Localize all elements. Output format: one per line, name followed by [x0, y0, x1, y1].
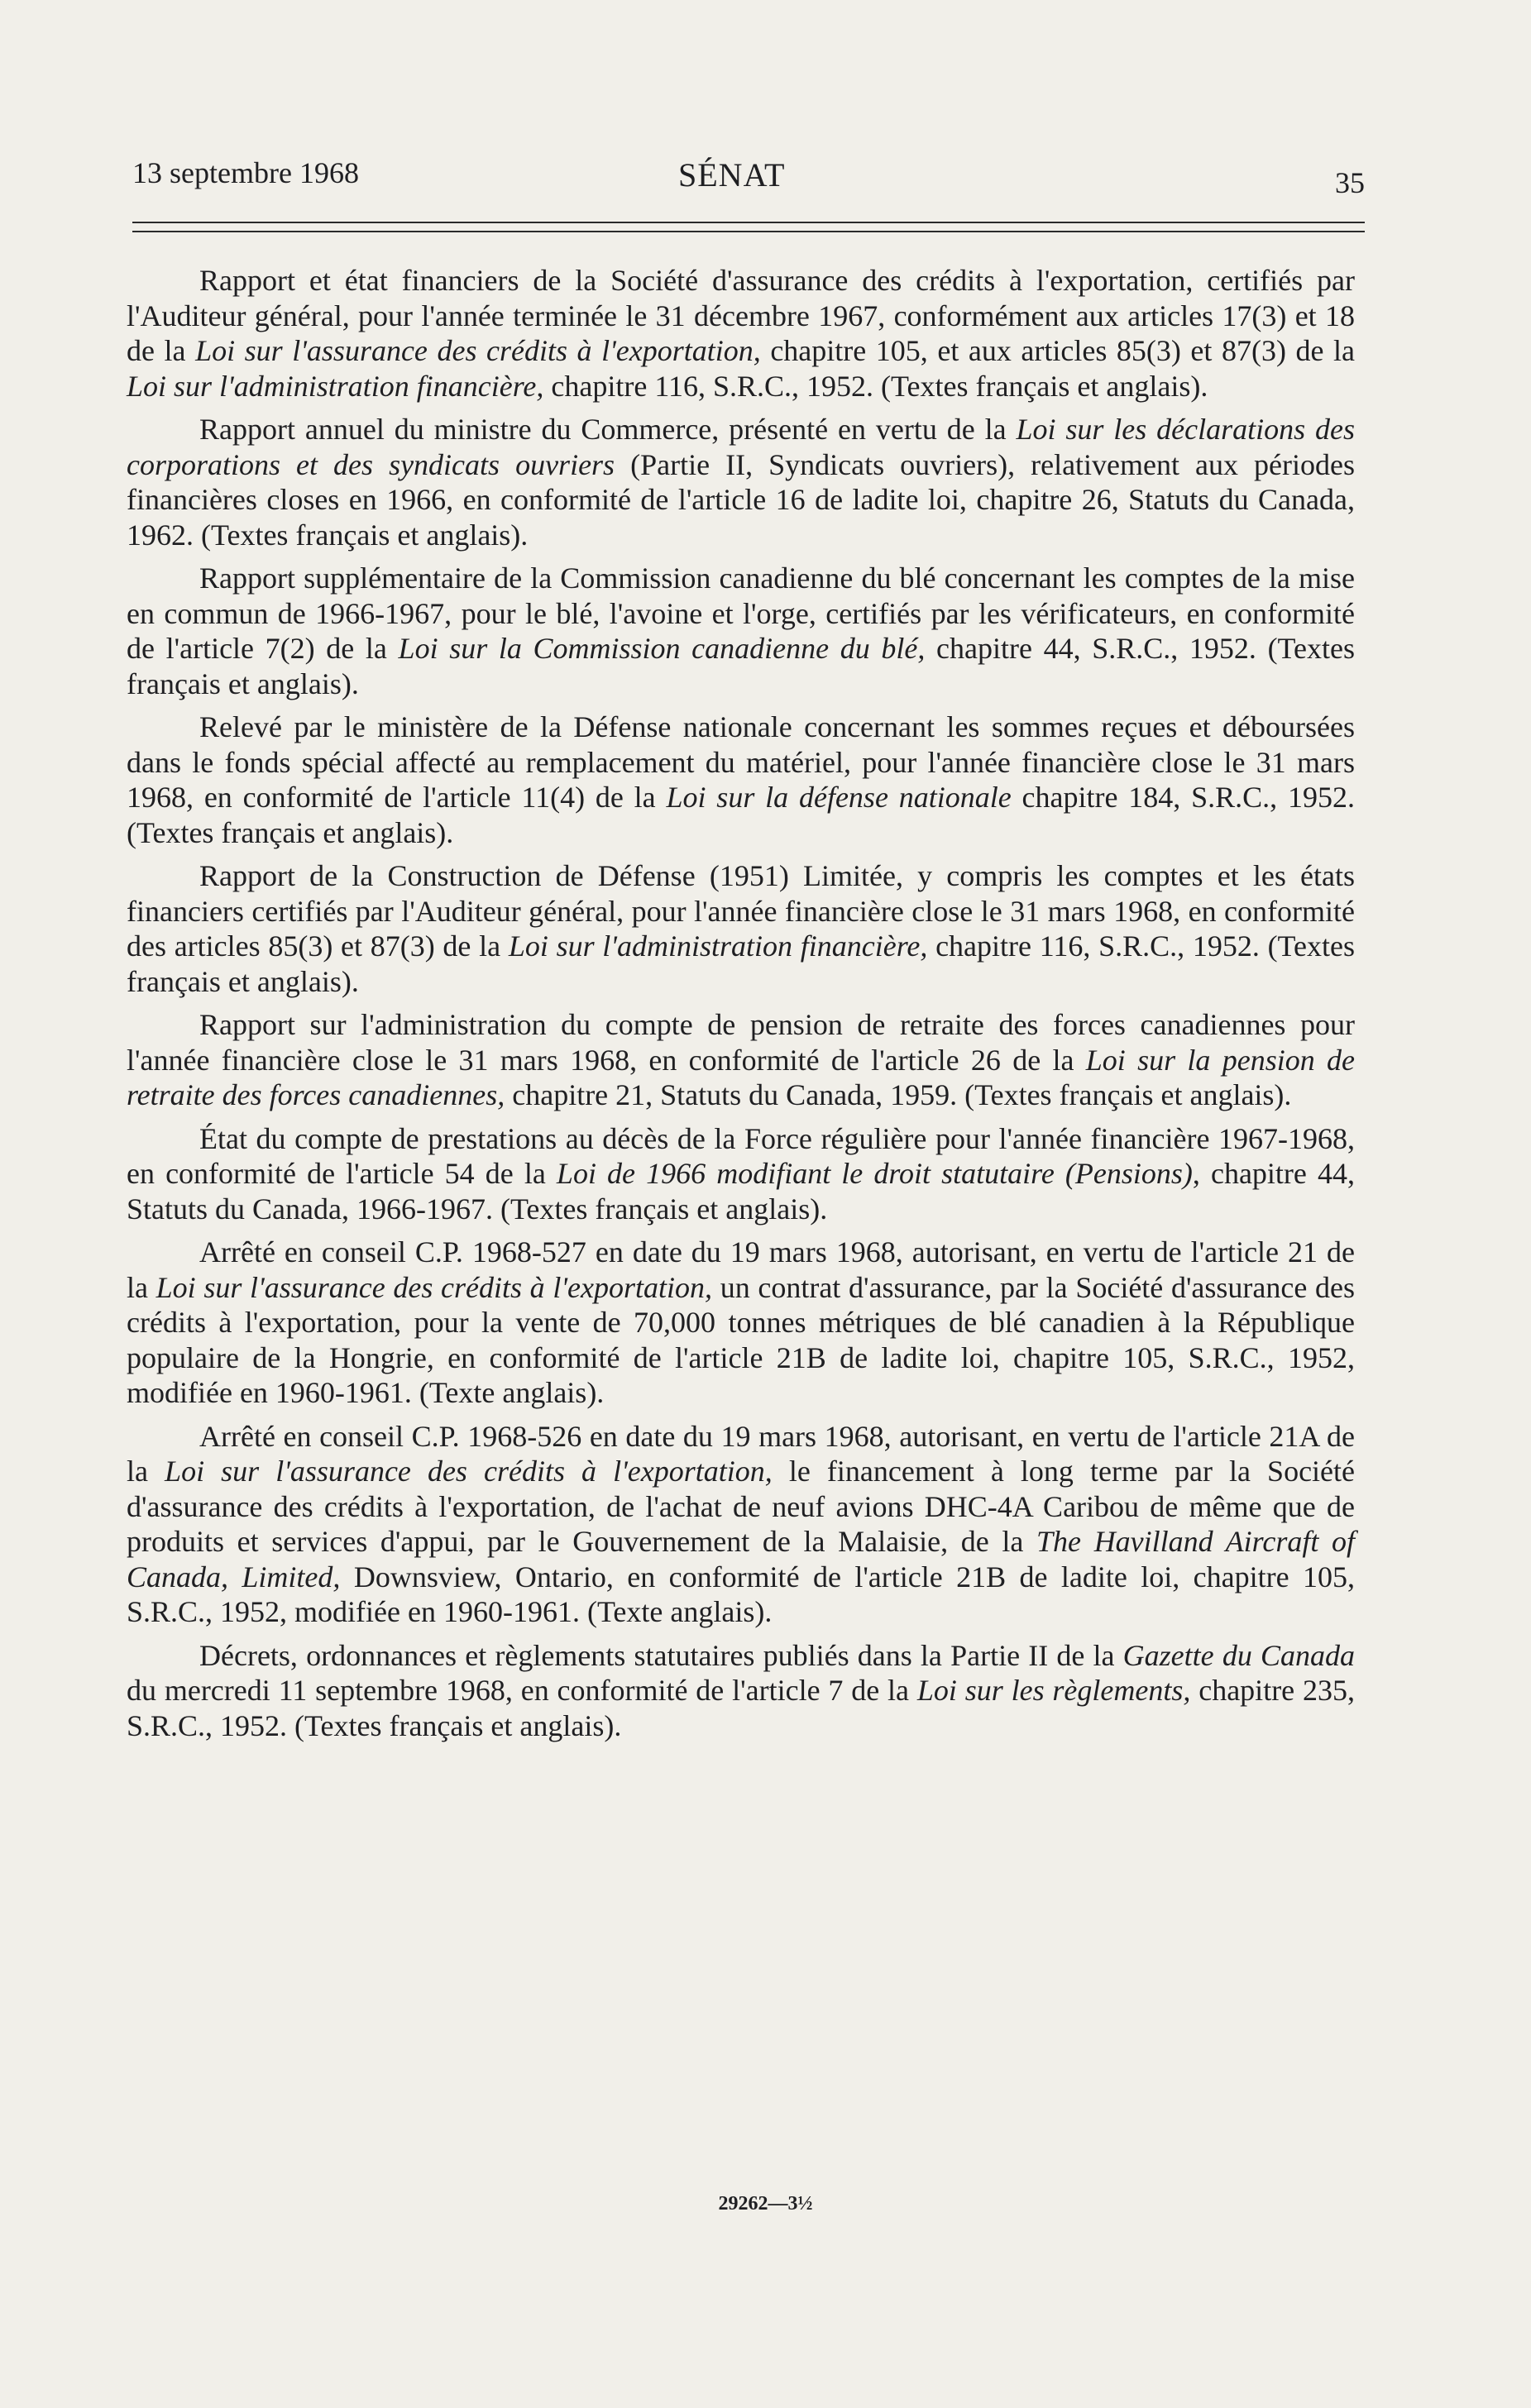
italic-title: Loi sur l'administration financière, — [127, 369, 544, 403]
page-header — [132, 155, 1365, 213]
paragraph — [127, 1419, 1355, 1630]
italic-title: Loi sur la Commission canadienne du blé, — [398, 632, 926, 665]
paragraph-text: Décrets, ordonnances et règlements statutaires publiés dans la Partie II de la — [199, 1638, 1123, 1672]
paragraph-text: du mercredi 11 septembre 1968, en conformité de l'article 7 de la — [127, 1674, 917, 1707]
paragraph — [127, 263, 1355, 404]
document-body — [127, 263, 1355, 1751]
italic-title: The Havilland Aircraft of Canada, Limited, — [127, 1525, 1355, 1593]
footer-code: 29262—3½ — [718, 2193, 813, 2214]
paragraph-text: le financement à long terme par la Société d'assurance des crédits à l'exportation, de l'achat de neuf avions DHC-4A Caribou de même que de produits et services d'appui, par le Gouvernement de la Malaisie, de la — [127, 1455, 1356, 1558]
paragraph-text: , chapitre 44, Statuts du Canada, 1966-1967. (Textes français et anglais). — [127, 1157, 1355, 1226]
paragraph — [127, 1007, 1355, 1113]
italic-title: Loi sur la pension de retraite des forces canadiennes, — [127, 1043, 1355, 1111]
italic-title: Loi sur les déclarations des corporations et des syndicats ouvriers — [127, 413, 1355, 481]
header-date: 13 septembre 1968 — [132, 156, 359, 189]
header-double-rule — [132, 222, 1365, 232]
paragraph-text: Rapport sur l'administration du compte de pension de retraite des forces canadiennes pour l'année financière close le 31 mars 1968, en conformité de l'article 26 de la — [127, 1008, 1355, 1077]
paragraph-text: chapitre 116, S.R.C., 1952. (Textes français et anglais). — [543, 369, 1208, 403]
paragraph — [127, 412, 1355, 552]
paragraph-text: Rapport et état financiers de la Société d'assurance des crédits à l'exportation, certifiés par l'Auditeur général, pour l'année terminée le 31 décembre 1967, conformément aux articles 17(3) et 18 de la — [127, 264, 1355, 367]
italic-title: Loi sur l'assurance des crédits à l'exportation, — [165, 1455, 773, 1488]
paragraph-text: un contrat d'assurance, par la Société d'assurance des crédits à l'exportation, pour la vente de 70,000 tonnes métriques de blé canadien à la République populaire de la Hongrie, en conformité de l'article 21B de ladite loi, chapitre 105, S.R.C., 1952, modifiée en 1960-1961. (Texte anglais). — [127, 1270, 1356, 1409]
paragraph-text: Relevé par le ministère de la Défense nationale concernant les sommes reçues et déboursées dans le fonds spécial affecté au remplacement du matériel, pour l'année financière close le 31 mars 1968, en conformité de l'article 11(4) de la — [127, 710, 1355, 814]
italic-title: Loi sur l'assurance des crédits à l'exportation, — [195, 334, 761, 367]
paragraph-text: chapitre 184, S.R.C., 1952. (Textes français et anglais). — [127, 781, 1355, 849]
paragraph — [127, 1235, 1355, 1411]
italic-title: Loi sur la défense nationale — [666, 781, 1012, 814]
italic-title: Gazette du Canada — [1122, 1638, 1355, 1672]
italic-title: Loi sur l'assurance des crédits à l'exportation, — [155, 1270, 713, 1304]
paragraph-text: (Partie II, Syndicats ouvriers), relativement aux périodes financières closes en 1966, en conformité de l'article 16 de ladite loi, chapitre 26, Statuts du Canada, 1962. (Textes français et anglais). — [127, 447, 1356, 552]
paragraph — [127, 561, 1355, 701]
paragraph-text: Rapport de la Construction de Défense (1951) Limitée, y compris les comptes et les états financiers certifiés par l'Auditeur général, pour l'année financière close le 31 mars 1968, en conformité des articles 85(3) et 87(3) de la — [127, 859, 1355, 963]
paragraph — [127, 1121, 1355, 1227]
paragraph — [127, 858, 1355, 999]
italic-title: Loi sur l'administration financière, — [508, 929, 928, 963]
paragraph-text: Downsview, Ontario, en conformité de l'article 21B de ladite loi, chapitre 105, S.R.C., 1952, modifiée en 1960-1961. (Texte anglais). — [127, 1560, 1355, 1628]
paragraph-text: chapitre 235, S.R.C., 1952. (Textes français et anglais). — [127, 1674, 1355, 1742]
paragraph-text: Arrêté en conseil C.P. 1968-526 en date du 19 mars 1968, autorisant, en vertu de l'article 21A de la — [127, 1419, 1355, 1488]
paragraph-text: chapitre 105, et aux articles 85(3) et 87(3) de la — [760, 334, 1356, 367]
paragraph — [127, 710, 1355, 850]
italic-title: Loi de 1966 modifiant le droit statutaire (Pensions) — [556, 1157, 1193, 1190]
paragraph — [127, 1638, 1355, 1744]
header-title: SÉNAT — [678, 156, 786, 194]
italic-title: Loi sur les règlements, — [916, 1674, 1191, 1707]
page-number: 35 — [1335, 166, 1365, 199]
paragraph-text: Rapport annuel du ministre du Commerce, présenté en vertu de la — [199, 413, 1017, 446]
paragraph-text: Arrêté en conseil C.P. 1968-527 en date du 19 mars 1968, autorisant, en vertu de l'article 21 de la — [127, 1235, 1355, 1304]
paragraph-text: État du compte de prestations au décès de la Force régulière pour l'année financière 1967-1968, en conformité de l'article 54 de la — [127, 1121, 1355, 1190]
paragraph-text: chapitre 21, Statuts du Canada, 1959. (Textes français et anglais). — [505, 1078, 1292, 1111]
paragraph-text: Rapport supplémentaire de la Commission canadienne du blé concernant les comptes de la mise en commun de 1966-1967, pour le blé, l'avoine et l'orge, certifiés par les vérificateurs, en conformité de l'article 7(2) de la — [127, 561, 1355, 665]
paragraph-text: chapitre 44, S.R.C., 1952. (Textes français et anglais). — [127, 632, 1355, 700]
paragraph-text: chapitre 116, S.R.C., 1952. (Textes français et anglais). — [127, 929, 1355, 998]
